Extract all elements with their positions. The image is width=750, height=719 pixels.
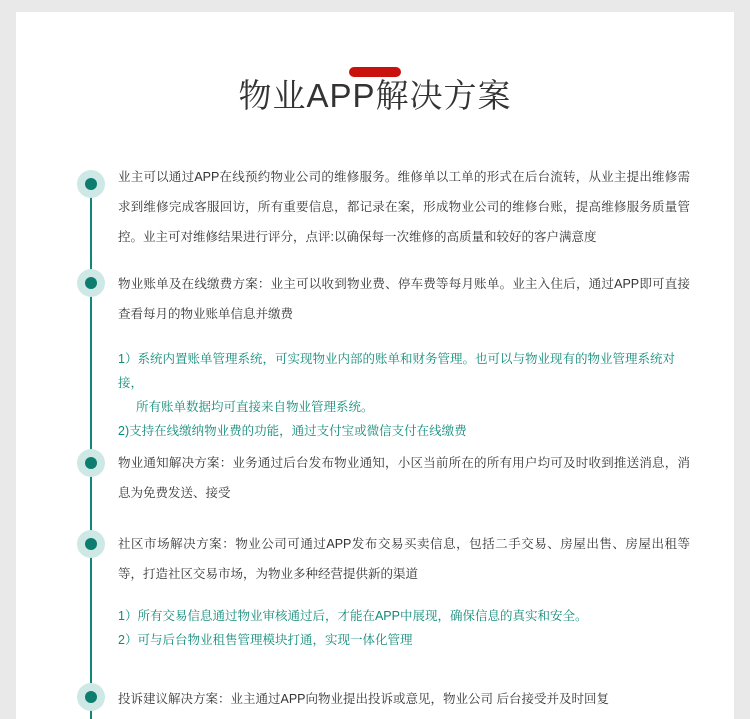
timeline-bullet [77,269,105,297]
note-line: 所有账单数据均可直接来自物业管理系统。 [136,400,374,414]
note-line: 1）系统内置账单管理系统，可实现物业内部的账单和财务管理。也可以与物业现有的物业管理系统对接， [118,352,675,390]
note-line: 1）所有交易信息通过物业审核通过后，才能在APP中展现，确保信息的真实和安全。 [118,609,588,623]
note-line: 2)支持在线缴纳物业费的功能，通过支付宝或微信支付在线缴费 [118,424,467,438]
timeline-item-repair: 业主可以通过APP在线预约物业公司的维修服务。维修单以工单的形式在后台流转，从业主提出维修需求到维修完成客服回访，所有重要信息，都记录在案，形成物业公司的维修台账，提高维修服务质量管控。业主可对维修结果进行评分，点评:以确保每一次维修的高质量和较好的客户满意度 [118,170,690,244]
timeline-note-market [118,604,690,652]
note-line: 2）可与后台物业租售管理模块打通，实现一体化管理 [118,633,413,647]
timeline-bullet [77,530,105,558]
page-title: 物业APP解决方案 [238,77,512,114]
timeline-bullet [77,683,105,711]
timeline-item-billing: 物业账单及在线缴费方案：业主可以收到物业费、停车费等每月账单。业主入住后，通过APP即可直接查看每月的物业账单信息并缴费 [118,277,690,321]
timeline-item-notification: 物业通知解决方案：业务通过后台发布物业通知，小区当前所在的所有用户均可及时收到推送消息，消息为免费发送、接受 [118,456,690,500]
timeline-item-complaint: 投诉建议解决方案：业主通过APP向物业提出投诉或意见，物业公司 后台接受并及时回复 [118,692,609,706]
timeline-note-billing [118,347,690,443]
timeline-item-market: 社区市场解决方案：物业公司可通过APP发布交易买卖信息，包括二手交易、房屋出售、房屋出租等等，打造社区交易市场，为物业多种经营提供新的渠道 [118,537,690,581]
timeline-bullet [77,449,105,477]
timeline-bullet [77,170,105,198]
